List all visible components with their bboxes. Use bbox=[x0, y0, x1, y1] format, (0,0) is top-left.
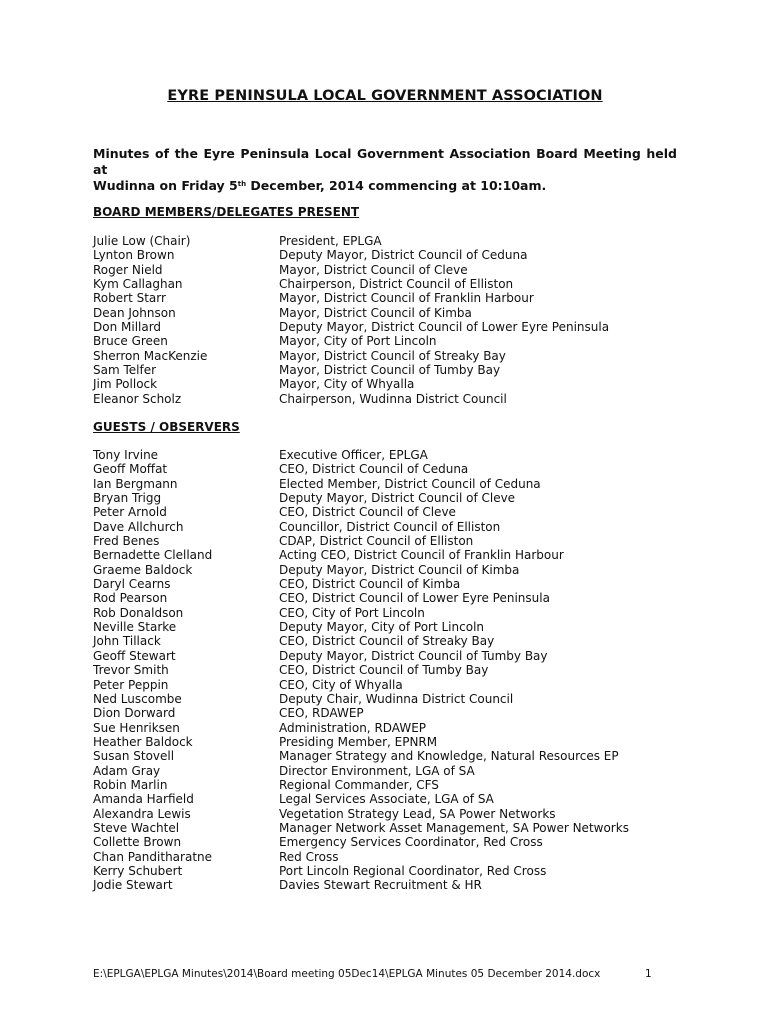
person-role: Acting CEO, District Council of Franklin Harbour bbox=[279, 548, 564, 563]
list-item bbox=[93, 505, 693, 519]
intro-time-text: December, 2014 commencing at 10:10am. bbox=[246, 178, 547, 193]
list-item bbox=[93, 520, 693, 534]
list-item bbox=[93, 821, 693, 835]
person-name: Sam Telfer bbox=[93, 363, 157, 378]
person-name: Adam Gray bbox=[93, 763, 161, 778]
person-role: Director Environment, LGA of SA bbox=[279, 763, 475, 778]
person-name: Don Millard bbox=[93, 320, 162, 335]
person-name: Rod Pearson bbox=[93, 591, 168, 606]
person-role: CEO, District Council of Lower Eyre Peninsula bbox=[279, 591, 550, 606]
list-item bbox=[93, 792, 693, 806]
person-name: Robert Starr bbox=[93, 291, 166, 306]
list-item bbox=[93, 649, 693, 663]
person-name: Kym Callaghan bbox=[93, 277, 183, 292]
person-role: Davies Stewart Recruitment & HR bbox=[279, 878, 482, 893]
list-item bbox=[93, 548, 693, 562]
person-role: Deputy Mayor, District Council of Cleve bbox=[279, 491, 516, 506]
person-role: Elected Member, District Council of Ceduna bbox=[279, 476, 541, 491]
person-role: Mayor, District Council of Cleve bbox=[279, 262, 468, 277]
person-name: Robin Marlin bbox=[93, 777, 168, 792]
person-role: Presiding Member, EPNRM bbox=[279, 734, 438, 749]
list-item bbox=[93, 306, 693, 320]
intro-line-1: Minutes of the Eyre Peninsula Local Government Association Board Meeting held at bbox=[93, 146, 677, 177]
person-role: Deputy Mayor, District Council of Tumby Bay bbox=[279, 648, 548, 663]
list-item bbox=[93, 706, 693, 720]
person-name: Dion Dorward bbox=[93, 706, 176, 721]
person-name: Chan Panditharatne bbox=[93, 849, 213, 864]
person-role: Mayor, District Council of Tumby Bay bbox=[279, 363, 501, 378]
person-name: Ian Bergmann bbox=[93, 476, 178, 491]
person-name: Fred Benes bbox=[93, 534, 160, 549]
person-name: Bernadette Clelland bbox=[93, 548, 213, 563]
person-name: Bruce Green bbox=[93, 334, 168, 349]
person-role: CEO, District Council of Ceduna bbox=[279, 462, 469, 477]
person-role: Deputy Mayor, District Council of Ceduna bbox=[279, 248, 528, 263]
list-item bbox=[93, 678, 693, 692]
person-role: Administration, RDAWEP bbox=[279, 720, 427, 735]
list-item bbox=[93, 692, 693, 706]
meeting-intro bbox=[93, 146, 677, 194]
guests-heading: GUESTS / OBSERVERS bbox=[93, 420, 240, 434]
person-role: Emergency Services Coordinator, Red Cross bbox=[279, 835, 543, 850]
person-name: John Tillack bbox=[93, 634, 161, 649]
list-item bbox=[93, 277, 693, 291]
list-item bbox=[93, 248, 693, 262]
list-item bbox=[93, 377, 693, 391]
person-name: Julie Low (Chair) bbox=[93, 234, 191, 248]
list-item bbox=[93, 462, 693, 476]
person-role: Deputy Mayor, District Council of Kimba bbox=[279, 562, 520, 577]
list-item bbox=[93, 778, 693, 792]
list-item bbox=[93, 606, 693, 620]
person-role: Legal Services Associate, LGA of SA bbox=[279, 792, 494, 807]
list-item bbox=[93, 563, 693, 577]
person-role: Mayor, District Council of Franklin Harbour bbox=[279, 291, 534, 306]
list-item bbox=[93, 764, 693, 778]
person-role: Regional Commander, CFS bbox=[279, 777, 439, 792]
intro-date-text: Wudinna on Friday 5 bbox=[93, 178, 238, 193]
person-name: Geoff Stewart bbox=[93, 648, 176, 663]
list-item bbox=[93, 864, 693, 878]
person-role: Mayor, District Council of Streaky Bay bbox=[279, 348, 506, 363]
person-role: President, EPLGA bbox=[279, 234, 382, 248]
intro-line-2 bbox=[93, 178, 677, 194]
list-item bbox=[93, 363, 693, 377]
person-name: Collette Brown bbox=[93, 835, 182, 850]
person-name: Alexandra Lewis bbox=[93, 806, 191, 821]
person-role: CEO, District Council of Streaky Bay bbox=[279, 634, 495, 649]
guests-list bbox=[93, 448, 693, 893]
board-members-heading: BOARD MEMBERS/DELEGATES PRESENT bbox=[93, 205, 360, 219]
person-role: Councillor, District Council of Elliston bbox=[279, 519, 501, 534]
person-role: Deputy Mayor, City of Port Lincoln bbox=[279, 620, 485, 635]
person-role: Mayor, District Council of Kimba bbox=[279, 305, 472, 320]
person-name: Dave Allchurch bbox=[93, 519, 184, 534]
person-role: Vegetation Strategy Lead, SA Power Networks bbox=[279, 806, 556, 821]
person-name: Jodie Stewart bbox=[93, 878, 173, 893]
list-item bbox=[93, 721, 693, 735]
person-name: Peter Peppin bbox=[93, 677, 169, 692]
list-item bbox=[93, 263, 693, 277]
list-item bbox=[93, 534, 693, 548]
list-item bbox=[93, 663, 693, 677]
list-item bbox=[93, 392, 693, 406]
person-name: Jim Pollock bbox=[93, 377, 158, 392]
list-item bbox=[93, 735, 693, 749]
person-role: Port Lincoln Regional Coordinator, Red Cross bbox=[279, 863, 547, 878]
list-item bbox=[93, 291, 693, 305]
list-item bbox=[93, 477, 693, 491]
person-role: CEO, City of Whyalla bbox=[279, 677, 403, 692]
person-role: CEO, City of Port Lincoln bbox=[279, 605, 425, 620]
person-name: Amanda Harfield bbox=[93, 792, 194, 807]
person-role: Deputy Chair, Wudinna District Council bbox=[279, 691, 514, 706]
person-name: Daryl Cearns bbox=[93, 577, 171, 592]
document-title: EYRE PENINSULA LOCAL GOVERNMENT ASSOCIATION bbox=[167, 88, 603, 104]
list-item bbox=[93, 878, 693, 892]
person-role: Mayor, City of Port Lincoln bbox=[279, 334, 437, 349]
person-name: Graeme Baldock bbox=[93, 562, 193, 577]
person-name: Eleanor Scholz bbox=[93, 391, 182, 406]
person-role: CEO, District Council of Cleve bbox=[279, 505, 456, 520]
person-role: Chairperson, Wudinna District Council bbox=[279, 391, 507, 406]
footer-file-path: E:\EPLGA\EPLGA Minutes\2014\Board meeting 05Dec14\EPLGA Minutes 05 December 2014.docx bbox=[93, 968, 601, 980]
person-role: Manager Strategy and Knowledge, Natural Resources EP bbox=[279, 749, 619, 764]
person-role: CDAP, District Council of Elliston bbox=[279, 534, 474, 549]
person-name: Ned Luscombe bbox=[93, 691, 182, 706]
person-name: Trevor Smith bbox=[93, 663, 169, 678]
list-item bbox=[93, 234, 693, 248]
intro-date-suffix: th bbox=[237, 180, 247, 188]
list-item bbox=[93, 835, 693, 849]
list-item bbox=[93, 448, 693, 462]
person-name: Dean Johnson bbox=[93, 305, 176, 320]
person-role: CEO, RDAWEP bbox=[279, 706, 364, 721]
person-name: Bryan Trigg bbox=[93, 491, 162, 506]
person-name: Susan Stovell bbox=[93, 749, 175, 764]
list-item bbox=[93, 620, 693, 634]
person-name: Lynton Brown bbox=[93, 248, 175, 263]
person-name: Sue Henriksen bbox=[93, 720, 180, 735]
person-name: Heather Baldock bbox=[93, 734, 193, 749]
list-item bbox=[93, 320, 693, 334]
person-name: Tony Irvine bbox=[93, 448, 159, 462]
person-name: Sherron MacKenzie bbox=[93, 348, 208, 363]
person-role: Deputy Mayor, District Council of Lower Eyre Peninsula bbox=[279, 320, 610, 335]
person-role: CEO, District Council of Tumby Bay bbox=[279, 663, 489, 678]
page-number: 1 bbox=[645, 968, 652, 980]
list-item bbox=[93, 749, 693, 763]
person-name: Steve Wachtel bbox=[93, 820, 180, 835]
person-name: Peter Arnold bbox=[93, 505, 167, 520]
person-role: Manager Network Asset Management, SA Power Networks bbox=[279, 820, 629, 835]
person-name: Kerry Schubert bbox=[93, 863, 183, 878]
list-item bbox=[93, 491, 693, 505]
list-item bbox=[93, 850, 693, 864]
person-name: Rob Donaldson bbox=[93, 605, 184, 620]
board-members-list bbox=[93, 234, 693, 406]
list-item bbox=[93, 807, 693, 821]
list-item bbox=[93, 577, 693, 591]
person-name: Neville Starke bbox=[93, 620, 177, 635]
person-role: Red Cross bbox=[279, 849, 339, 864]
list-item bbox=[93, 634, 693, 648]
person-role: Chairperson, District Council of Elliston bbox=[279, 277, 514, 292]
list-item bbox=[93, 591, 693, 605]
list-item bbox=[93, 334, 693, 348]
person-role: Executive Officer, EPLGA bbox=[279, 448, 428, 462]
person-name: Geoff Moffat bbox=[93, 462, 168, 477]
person-role: Mayor, City of Whyalla bbox=[279, 377, 415, 392]
person-name: Roger Nield bbox=[93, 262, 163, 277]
list-item bbox=[93, 349, 693, 363]
person-role: CEO, District Council of Kimba bbox=[279, 577, 461, 592]
